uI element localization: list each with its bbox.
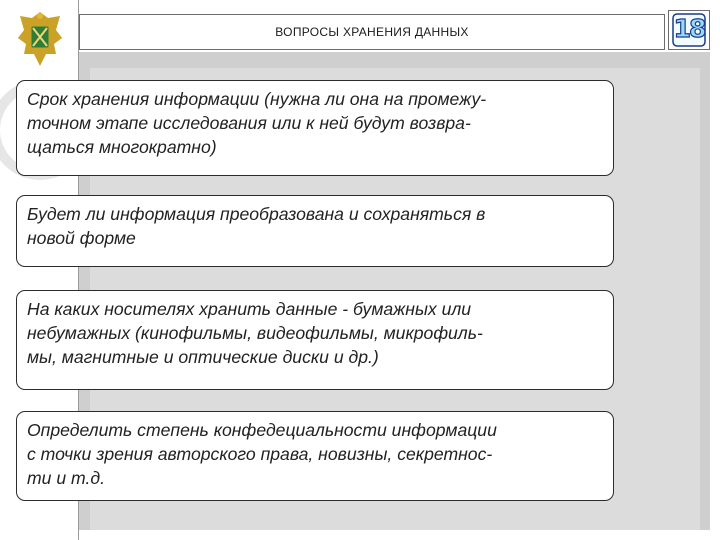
card-line: мы, магнитные и оптические диски и др.) — [27, 347, 379, 367]
coat-of-arms-icon — [14, 8, 66, 72]
card-line: Срок хранения информации (нужна ли она на промежу- — [27, 89, 487, 109]
card-line: ти и т.д. — [27, 468, 105, 488]
card-line: Будет ли информация преобразована и сохраняться в — [27, 204, 486, 224]
page-title: ВОПРОСЫ ХРАНЕНИЯ ДАННЫХ — [79, 14, 665, 50]
question-card-3 — [16, 290, 614, 390]
card-line: Определить степень конфедециальности информации — [27, 420, 497, 440]
question-card-4 — [16, 411, 614, 501]
question-card-1 — [16, 80, 614, 176]
card-line: с точки зрения авторского права, новизны, секретнос- — [27, 444, 493, 464]
card-line: На каких носителях хранить данные - бумажных или — [27, 299, 472, 319]
card-line: щаться многократно) — [27, 137, 217, 157]
card-line: точном этапе исследования или к ней будут возвра- — [27, 113, 471, 133]
slide-number: 18 — [673, 14, 705, 43]
card-line: небумажных (кинофильмы, видеофильмы, микрофиль- — [27, 323, 483, 343]
question-card-2 — [16, 195, 614, 267]
slide-number-badge — [668, 10, 710, 50]
card-line: новой форме — [27, 228, 136, 248]
